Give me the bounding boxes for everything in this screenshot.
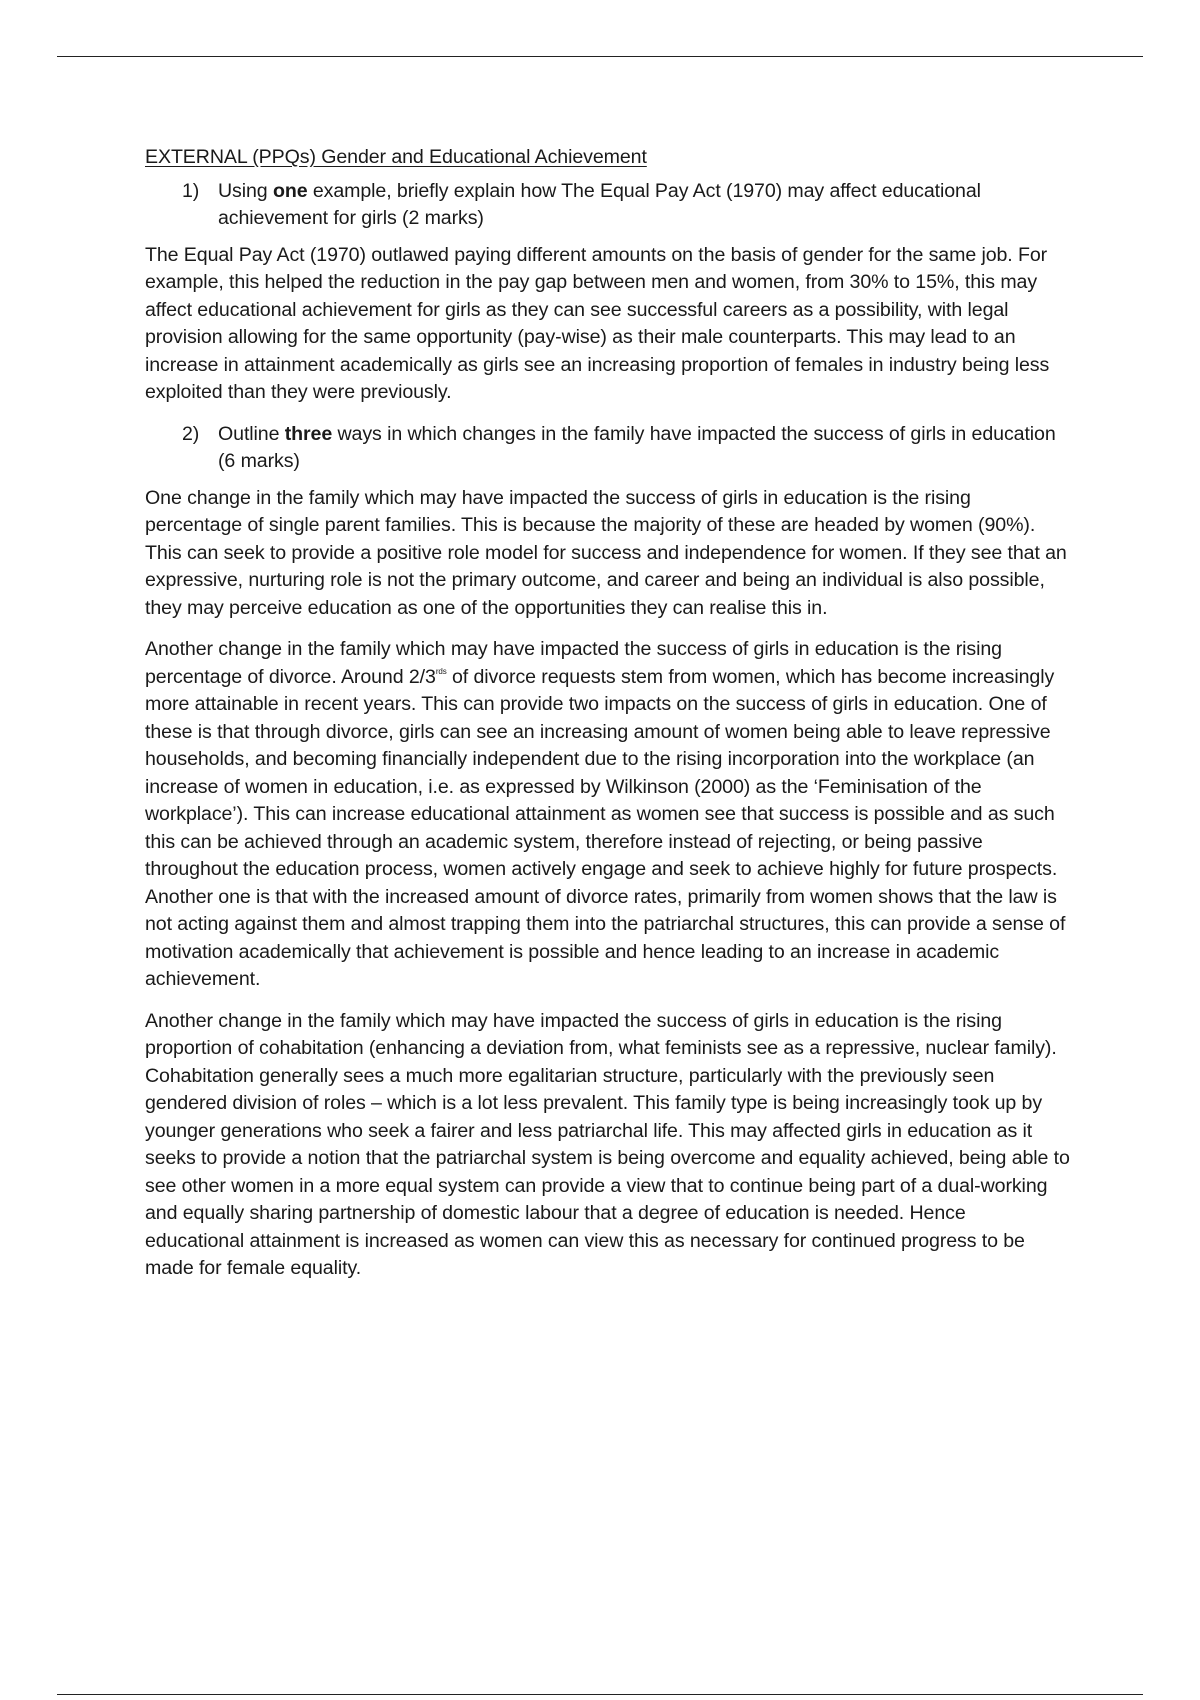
question-text-post: example, briefly explain how The Equal Pay Act (1970) may affect educational achievement for girls (2 marks)	[218, 179, 981, 229]
question-number: 2)	[182, 422, 200, 445]
question-text-pre: Using	[218, 179, 273, 202]
answer-1-paragraph: The Equal Pay Act (1970) outlawed paying different amounts on the basis of gender for the same job. For example, this helped the reduction in the pay gap between men and women, from 30% to 15%, this may affect educational achievement for girls as they can see successful careers as a possibility, with legal provision allowing for the same opportunity (pay-wise) as their male counterparts. This may lead to an increase in attainment academically as girls see an increasing proportion of females in industry being less exploited than they were previously.	[145, 243, 1050, 403]
question-emphasis: three	[284, 422, 333, 445]
document-body	[145, 144, 1070, 1297]
answer-2-paragraph-2	[145, 636, 1070, 994]
bottom-rule	[57, 1694, 1143, 1695]
question-number: 1)	[182, 179, 200, 202]
top-rule	[57, 56, 1143, 57]
question-2	[145, 421, 1070, 476]
answer-2-paragraph-3: Another change in the family which may have impacted the success of girls in education is the rising proportion of cohabitation (enhancing a deviation from, what feminists see as a repressive, nuclear family). Cohabitation generally sees a much more egalitarian structure, particularly with the previously seen gendered division of roles – which is a lot less prevalent. This family type is being increasingly took up by younger generations who seek a fairer and less patriarchal life. This may affected girls in education as it seeks to provide a notion that the patriarchal system is being overcome and equality achieved, being able to see other women in a more equal system can provide a view that to continue being part of a dual-working and equally sharing partnership of domestic labour that a degree of education is needed. Hence educational attainment is increased as women can view this as necessary for continued progress to be made for female equality.	[145, 1009, 1070, 1279]
question-text-post: ways in which changes in the family have impacted the success of girls in education (6 marks)	[218, 422, 1056, 472]
ordinal-superscript: rds	[435, 666, 447, 676]
question-text-pre: Outline	[218, 422, 285, 445]
paragraph-text-pre: Another change in the family which may have impacted the success of girls in education is the rising percentage of divorce. Around 2/3	[145, 638, 1002, 688]
document-title: EXTERNAL (PPQs) Gender and Educational Achievement	[145, 146, 647, 168]
answer-2-paragraph-1: One change in the family which may have impacted the success of girls in education is the rising percentage of single parent families. This is because the majority of these are headed by women (90%). This can seek to provide a positive role model for success and independence for women. If they see that an expressive, nurturing role is not the primary outcome, and career and being an individual is also possible, they may perceive education as one of the opportunities they can realise this in.	[145, 486, 1067, 619]
paragraph-text-post: of divorce requests stem from women, which has become increasingly more attainable in recent years. This can provide two impacts on the success of girls in education. One of these is that through divorce, girls can see an increasing amount of women being able to leave repressive households, and becoming financially independent due to the rising incorporation into the workplace (an increase of women in education, i.e. as expressed by Wilkinson (2000) as the ‘Feminisation of the workplace’). This can increase educational attainment as women see that success is possible and as such this can be achieved through an academic system, therefore instead of rejecting, or being passive throughout the education process, women actively engage and seek to achieve highly for future prospects. Another one is that with the increased amount of divorce rates, primarily from women shows that the law is not acting against them and almost trapping them into the patriarchal structures, this can provide a sense of motivation academically that achievement is possible and hence leading to an increase in academic achievement.	[145, 665, 1066, 990]
question-1	[145, 178, 1070, 233]
question-emphasis: one	[272, 179, 308, 202]
